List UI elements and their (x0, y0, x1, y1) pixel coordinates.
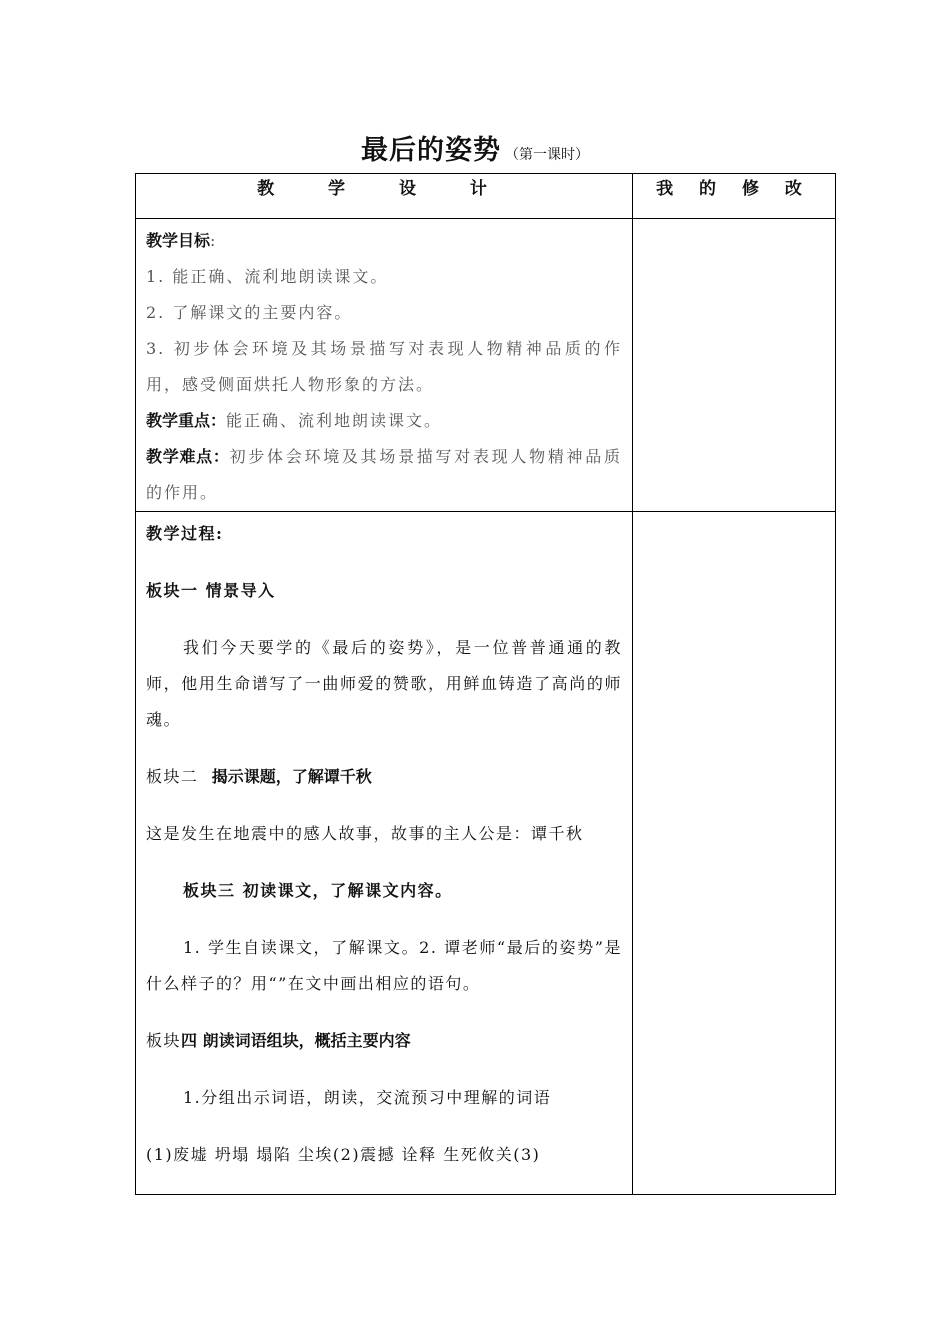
block4-prefix: 板块 (146, 1031, 182, 1050)
block3-title: 板块三 初读课文，了解课文内容。 (183, 881, 453, 900)
key-point-label: 教学重点： (146, 411, 227, 430)
lesson-title: 最后的姿势 (361, 135, 501, 166)
goals-row (136, 219, 836, 512)
goal-item-1: 1. 能正确、流利地朗读课文。 (146, 267, 389, 286)
goals-revision-cell[interactable] (633, 219, 836, 512)
difficult-point-label: 教学难点： (146, 447, 230, 466)
block3-text: 1. 学生自读课文，了解课文。2. 谭老师“最后的姿势”是什么样子的？用“”在文中画出相应的语句。 (146, 938, 622, 993)
block4-words: (1)废墟 坍塌 塌陷 尘埃(2)震撼 诠释 生死攸关(3) (146, 1145, 541, 1164)
process-row (136, 512, 836, 1195)
goal-item-3: 3. 初步体会环境及其场景描写对表现人物精神品质的作用，感受侧面烘托人物形象的方法。 (146, 339, 622, 394)
table-header-row (136, 174, 836, 219)
goal-item-2: 2. 了解课文的主要内容。 (146, 303, 353, 322)
block2-text: 这是发生在地震中的感人故事，故事的主人公是：谭千秋 (146, 824, 584, 843)
difficult-point-text: 初步体会环境及其场景描写对表现人物精神品质的作用。 (146, 447, 622, 502)
header-my-revision: 我 的 修 改 (633, 174, 836, 219)
goals-label: 教学目标 (146, 231, 211, 250)
block2-prefix: 板块二 (146, 767, 199, 786)
process-cell (136, 512, 633, 1195)
goals-colon: : (210, 231, 218, 250)
key-point-text: 能正确、流利地朗读课文。 (226, 411, 443, 430)
goals-cell (136, 219, 633, 512)
lesson-plan-table (135, 173, 836, 1195)
lesson-subtitle: （第一课时） (505, 147, 589, 163)
block1-title: 板块一 情景导入 (146, 581, 276, 600)
block1-text: 我们今天要学的《最后的姿势》，是一位普普通通的教师，他用生命谱写了一曲师爱的赞歌，用鲜血铸造了高尚的师魂。 (146, 638, 622, 729)
block4-title: 四 朗读词语组块，概括主要内容 (181, 1031, 411, 1050)
block4-item1: 1.分组出示词语，朗读，交流预习中理解的词语 (183, 1088, 552, 1107)
header-teaching-design: 教 学 设 计 (136, 174, 633, 219)
page-title (0, 128, 950, 167)
process-revision-cell[interactable] (633, 512, 836, 1195)
process-label: 教学过程: (146, 524, 224, 543)
block2-title: 揭示课题，了解谭千秋 (211, 767, 372, 786)
